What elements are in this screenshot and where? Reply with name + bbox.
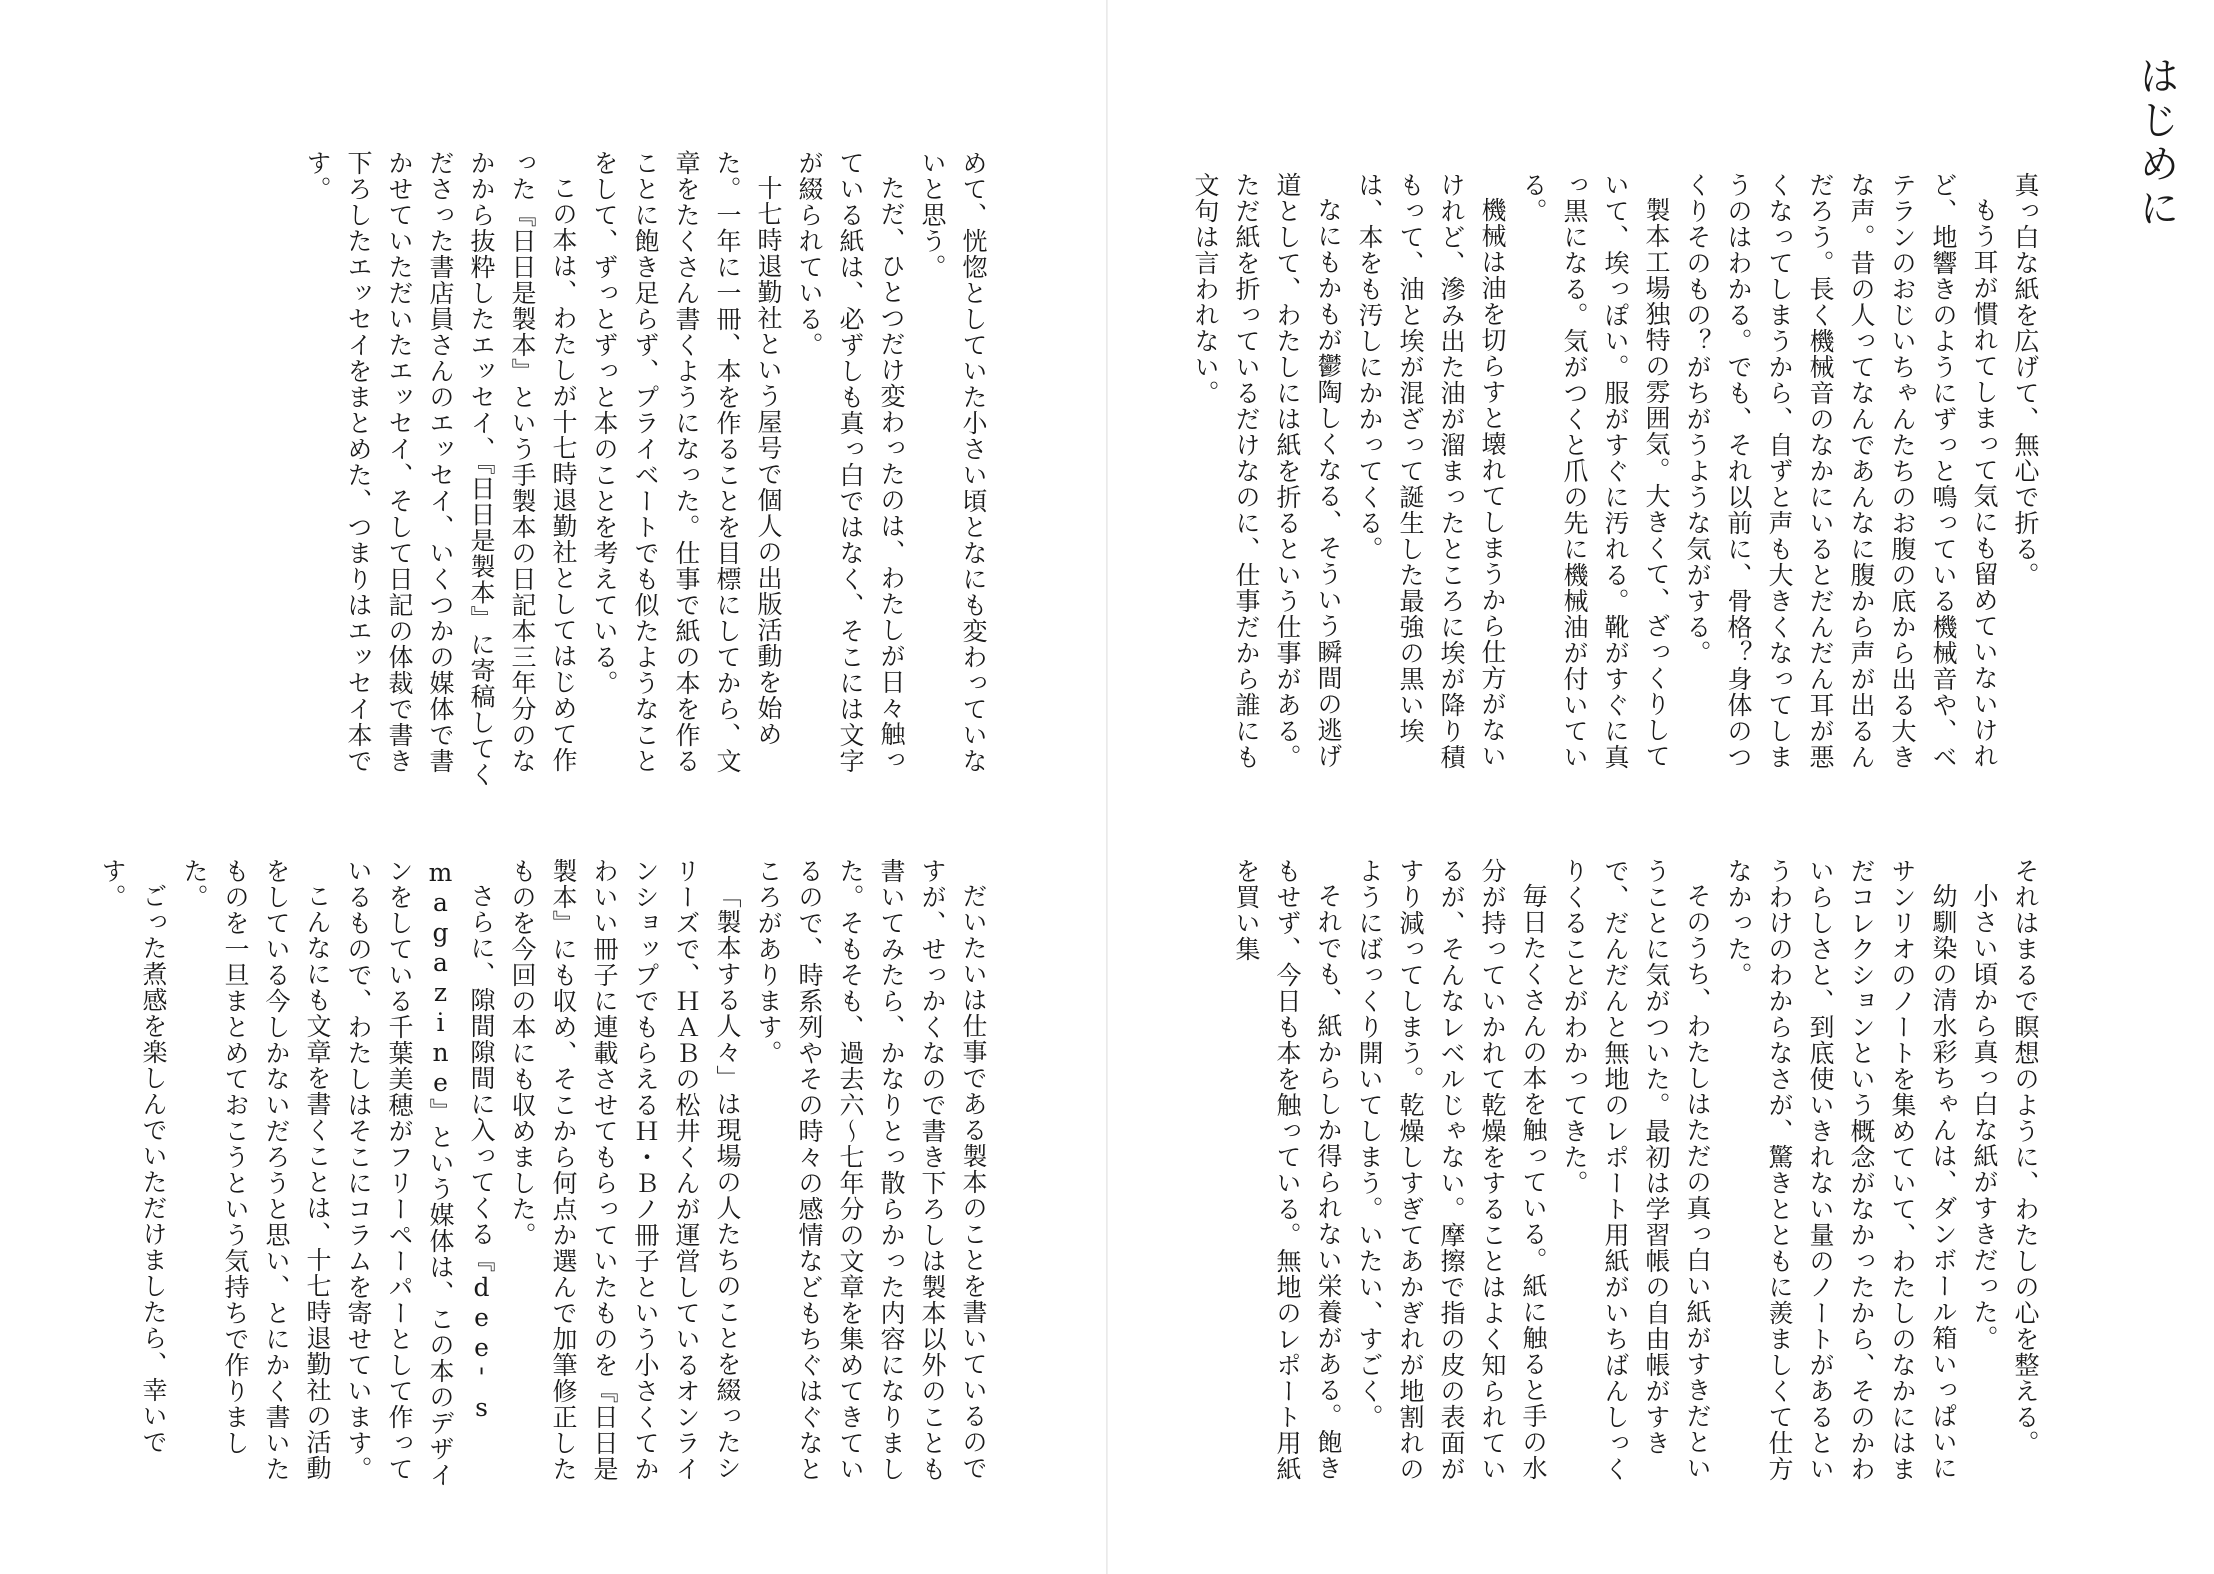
paragraph: なにもかもが鬱陶しくなる、そういう瞬間の逃げ道として、わたしには紙を折るという仕事がある。ただ紙を折っているだけなのに、仕事だから誰にも文句は言われない。 — [1191, 172, 1343, 770]
paragraph: めて、恍惚としていた小さい頃となにも変わっていないと思う。 — [918, 150, 988, 774]
paragraph: 幼馴染の清水彩ちゃんは、ダンボール箱いっぱいにサンリオのノートを集めていて、わたしのなかにはまだコレクションという概念がなかったから、そのかわいらしさと、到底使いきれない量のノートがあるというわけのわからなさが、驚きとともに羨ましくて仕方なかった。 — [1724, 858, 1958, 1482]
paragraph: 毎日たくさんの本を触っている。紙に触ると手の水分が持っていかれて乾燥をすることはよく知られているが、そんなレベルじゃない。摩擦で指の皮の表面がすり減ってしまう。乾燥しすぎてあかぎれが地割れのようにばっくり開いてしまう。いたい、すごく。 — [1355, 858, 1548, 1482]
right-page — [1108, 0, 2214, 1574]
paragraph: そのうち、わたしはただの真っ白い紙がすきだということに気がついた。最初は学習帳の自由帳がすきで、だんだんと無地のレポート用紙がいちばんしっくりくることがわかってきた。 — [1560, 858, 1712, 1482]
paragraph: この本は、わたしが十七時退勤社としてはじめて作った『日日是製本』という手製本の日記本三年分のなかから抜粋したエッセイ、『日日是製本』に寄稿してくださった書店員さんのエッセイ、いくつかの媒体で書かせていただいたエッセイ、そして日記の体裁で書き下ろしたエッセイをまとめた、つまりはエッセイ本です。 — [303, 150, 578, 788]
paragraph: 「製本する人々」は現場の人たちのことを綴ったシリーズで、ＨＡＢの松井くんが運営しているオンラインショップでもらえるＨ・Ｂノ冊子という小さくてかわいい冊子に連載させてもらっていたものを『日日是製本』にも収め、そこから何点か選んで加筆修正したものを今回の本にも収めました。 — [508, 858, 742, 1482]
paragraph: 機械は油を切らすと壊れてしまうから仕方がないけれど、滲み出た油が溜まったところに埃が降り積もって、油と埃が混ざって誕生した最強の黒い埃は、本をも汚しにかかってくる。 — [1355, 172, 1507, 770]
left-page — [0, 0, 1106, 1574]
paragraph: もう耳が慣れてしまって気にも留めていないけれど、地響きのようにずっと鳴っている機械音や、ベテランのおじいちゃんたちのお腹の底から出る大きな声。昔の人ってなんであんなに腹から声が出るんだろう。長く機械音のなかにいるとだんだん耳が悪くなってしまうから、自ずと声も大きくなってしまうのはわかる。でも、それ以前に、骨格？身体のつくりそのもの？がちがうような気がする。 — [1683, 172, 1999, 770]
paragraph: こんなにも文章を書くことは、十七時退勤社の活動をしている今しかないだろうと思い、とにかく書いたものを一旦まとめておこうという気持ちで作りました。 — [180, 858, 332, 1482]
paragraph: 小さい頃から真っ白な紙がすきだった。 — [1970, 883, 1999, 1351]
paragraph: 真っ白な紙を広げて、無心で折る。 — [2011, 172, 2040, 588]
paragraph: それはまるで瞑想のように、わたしの心を整える。 — [2011, 858, 2040, 1456]
left-lower-text — [94, 858, 994, 1498]
chapter-title: はじめに — [2133, 55, 2179, 231]
right-lower-text — [1166, 858, 2046, 1498]
paragraph: それでも、紙からしか得られない栄養がある。飽きもせず、今日も本を触っている。無地のレポート用紙を買い集 — [1232, 858, 1343, 1482]
paragraph: ごった煮感を楽しんでいただけましたら、幸いです。 — [98, 858, 168, 1455]
paragraph: ただ、ひとつだけ変わったのは、わたしが日々触っている紙は、必ずしも真っ白ではなく、そこには文字が綴られている。 — [795, 150, 906, 774]
paragraph: 十七時退勤社という屋号で個人の出版活動を始めた。一年に一冊、本を作ることを目標にしてから、文章をたくさん書くようになった。仕事で紙の本を作ることに飽き足らず、プライベートでも似たようなことをして、ずっとずっと本のことを考えている。 — [590, 150, 783, 774]
paragraph: だいたいは仕事である製本のことを書いているのですが、せっかくなので書き下ろしは製本以外のことも書いてみたら、かなりとっ散らかった内容になりました。そもそも、過去六〜七年分の文章を集めてきているので、時系列やその時々の感情などもちぐはぐなところがあります。 — [754, 858, 988, 1482]
paragraph: 製本工場独特の雰囲気。大きくて、ざっくりしていて、埃っぽい。服がすぐに汚れる。靴がすぐに真っ黒になる。気がつくと爪の先に機械油が付いている。 — [1519, 172, 1671, 770]
paragraph: さらに、隙間隙間に入ってくる『dee's magazine』という媒体は、この本のデザインをしている千葉美穂がフリーペーパーとして作っているもので、わたしはそこにコラムを寄せています。 — [344, 858, 496, 1488]
right-upper-text — [1166, 172, 2046, 792]
left-upper-text — [94, 150, 994, 790]
